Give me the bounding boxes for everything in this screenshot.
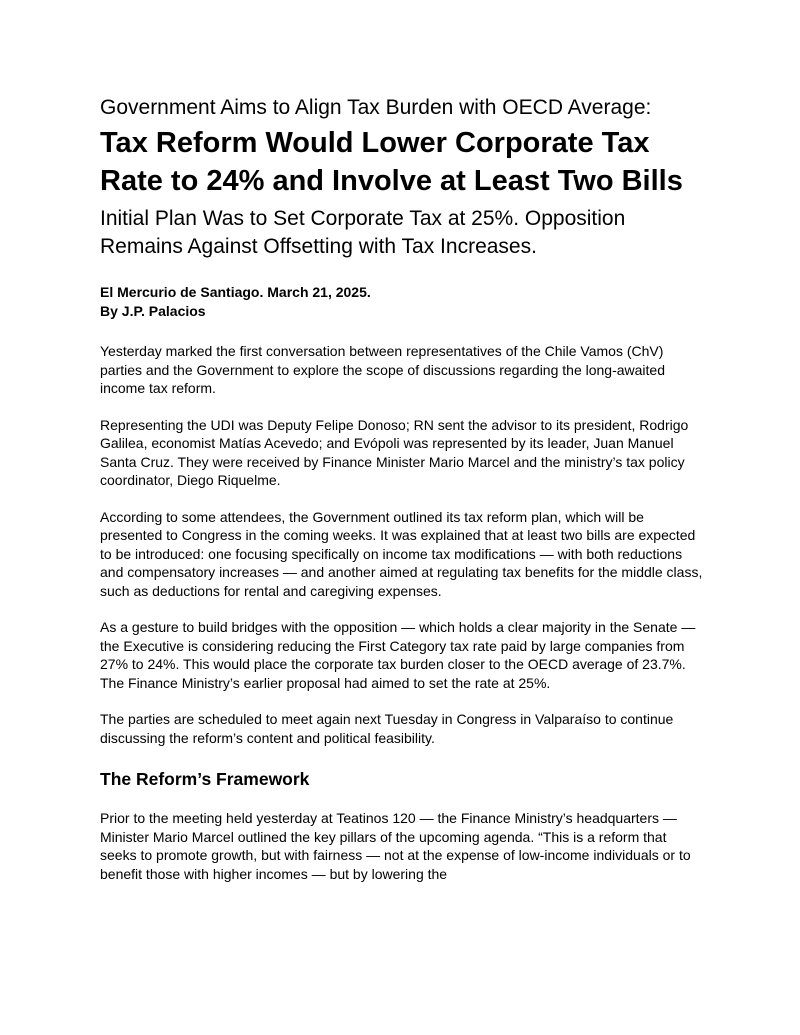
author-line: By J.P. Palacios [100,303,206,319]
section-paragraph: Prior to the meeting held yesterday at Teatinos 120 — the Finance Ministry’s headquarters — Minister Mario Marcel outlined the key pillars of the upcoming agenda. “This is a reform that seeks to promote growth, but with fairness — not at the expense of low-income individuals or to benefit those with higher incomes — but by lowering the [100,810,691,882]
source-line: El Mercurio de Santiago. March 21, 2025. [100,284,371,300]
section-heading: The Reform’s Framework [100,769,310,789]
body-paragraph: According to some attendees, the Government outlined its tax reform plan, which will be presented to Congress in the coming weeks. It was explained that at least two bills are expected to be introduced: one focusing specifically on income tax modifications — with both reductions and compensatory increases — and another aimed at regulating tax benefits for the middle class, such as deductions for rental and caregiving expenses. [100,508,703,599]
article [100,94,705,883]
body-paragraph: Yesterday marked the first conversation between representatives of the Chile Vamos (ChV) parties and the Government to explore the scope of discussions regarding the long-awaited income tax reform. [100,343,666,396]
byline [100,283,705,321]
article-kicker: Government Aims to Align Tax Burden with OECD Average: [100,96,652,119]
article-headline: Tax Reform Would Lower Corporate Tax Rate to 24% and Involve at Least Two Bills [100,127,683,197]
body-paragraph: Representing the UDI was Deputy Felipe Donoso; RN sent the advisor to its president, Rodrigo Galilea, economist Matías Acevedo; and Evópoli was represented by its leader, Juan Manuel Santa Cruz. They were received by Finance Minister Mario Marcel and the ministry’s tax policy coordinator, Diego Riquelme. [100,416,689,488]
article-body [100,342,705,747]
body-paragraph: The parties are scheduled to meet again next Tuesday in Congress in Valparaíso to continue discussing the reform’s content and political feasibility. [100,711,674,746]
body-paragraph: As a gesture to build bridges with the opposition — which holds a clear majority in the Senate — the Executive is considering reducing the First Category tax rate paid by large companies from 27% to 24%. This would place the corporate tax burden closer to the OECD average of 23.7%. The Finance Ministry’s earlier proposal had aimed to set the rate at 25%. [100,619,696,691]
section-body [100,809,705,883]
article-subheadline: Initial Plan Was to Set Corporate Tax at 25%. Opposition Remains Against Offsetting with Tax Increases. [100,207,626,258]
